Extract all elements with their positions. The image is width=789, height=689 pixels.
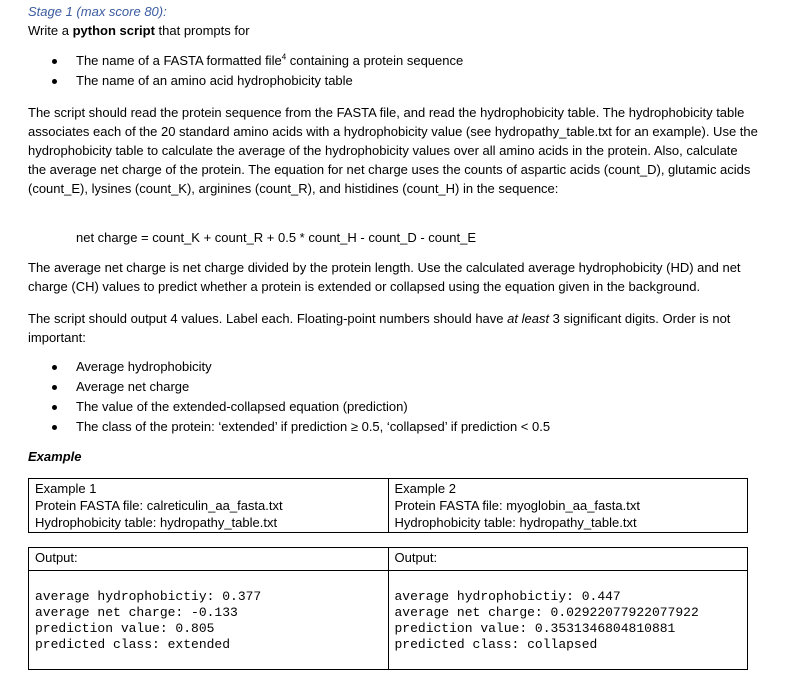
example-1-fasta: Protein FASTA file: calreticulin_aa_fasta.txt	[35, 498, 283, 513]
table-spacer	[29, 533, 389, 548]
bullet-text: The name of an amino acid hydrophobicity table	[76, 73, 353, 88]
example-2-output-label: Output:	[388, 548, 748, 571]
output-bullet: The class of the protein: ‘extended’ if prediction ≥ 0.5, ‘collapsed’ if prediction < 0.5	[28, 417, 550, 437]
example-2-table: Hydrophobicity table: hydropathy_table.txt	[394, 515, 637, 530]
footnote-marker: 4	[281, 52, 287, 62]
prediction-paragraph: The average net charge is net charge divided by the protein length. Use the calculated average hydrophobicity (HD) and net charge (CH) values to predict whether a protein is extended or collapsed using the equation given in the background.	[28, 260, 741, 294]
example-1-info-cell	[29, 479, 389, 533]
table-row	[29, 479, 748, 533]
output-line: average hydrophobictiy: 0.377	[35, 589, 262, 604]
stage-label: Stage 1 (max score 80):	[28, 4, 167, 19]
output-bullet: Average hydrophobicity	[28, 357, 550, 377]
prompt-bullet-table	[28, 71, 463, 91]
example-1-output-label: Output:	[29, 548, 389, 571]
bullet-text: The name of a FASTA formatted file	[76, 53, 282, 68]
example-2-fasta: Protein FASTA file: myoglobin_aa_fasta.txt	[394, 498, 640, 513]
bullet-text: containing a protein sequence	[286, 53, 464, 68]
prompt-bullet-fasta	[28, 51, 463, 71]
examples-table	[28, 478, 748, 670]
output-line: predicted class: collapsed	[394, 637, 598, 652]
example-2-info-cell	[388, 479, 748, 533]
output-line: average net charge: 0.02922077922077922	[394, 605, 699, 620]
output-paragraph-text: The script should output 4 values. Label each. Floating-point numbers should have	[28, 311, 508, 326]
output-paragraph-text: 3 significant digits. Order is not important:	[28, 311, 731, 345]
net-charge-equation: net charge = count_K + count_R + 0.5 * count_H - count_D - count_E	[76, 230, 477, 245]
output-paragraph-emphasis: at least	[507, 311, 550, 326]
output-bullet: Average net charge	[28, 377, 550, 397]
example-1-output-block	[29, 571, 389, 670]
example-label: Example	[28, 449, 82, 464]
output-line: prediction value: 0.805	[35, 621, 215, 636]
table-row	[29, 548, 748, 571]
prompt-bullet-list	[28, 51, 463, 91]
example-1-table: Hydrophobicity table: hydropathy_table.txt	[35, 515, 278, 530]
table-spacer	[388, 533, 748, 548]
example-2-title: Example 2	[394, 481, 456, 496]
task-heading	[28, 23, 250, 38]
table-row	[29, 571, 748, 670]
heading-prefix: Write a	[28, 23, 73, 38]
output-paragraph	[28, 309, 758, 347]
example-2-output-block	[388, 571, 748, 670]
output-line: prediction value: 0.3531346804810881	[394, 621, 676, 636]
heading-suffix: that prompts for	[154, 23, 250, 38]
output-bullet-list	[28, 357, 550, 437]
output-line: predicted class: extended	[35, 637, 231, 652]
output-line: average hydrophobictiy: 0.447	[394, 589, 621, 604]
output-line: average net charge: -0.133	[35, 605, 238, 620]
instructions-paragraph: The script should read the protein sequence from the FASTA file, and read the hydrophobicity table. The hydrophobicity table associates each of the 20 standard amino acids with a hydrophobicity value (see hydropathy_table.txt for an example). Use the hydrophobicity table to calculate the average of the hydrophobicity values over all amino acids in the protein. Also, calculate the average net charge of the protein. The equation for net charge uses the counts of aspartic acids (count_D), glutamic acids (count_E), lysines (count_K), arginines (count_R), and histidines (count_H) in the sequence:	[28, 105, 758, 196]
table-spacer-row	[29, 533, 748, 548]
heading-bold: python script	[72, 23, 155, 38]
example-1-title: Example 1	[35, 481, 97, 496]
output-bullet: The value of the extended-collapsed equation (prediction)	[28, 397, 550, 417]
